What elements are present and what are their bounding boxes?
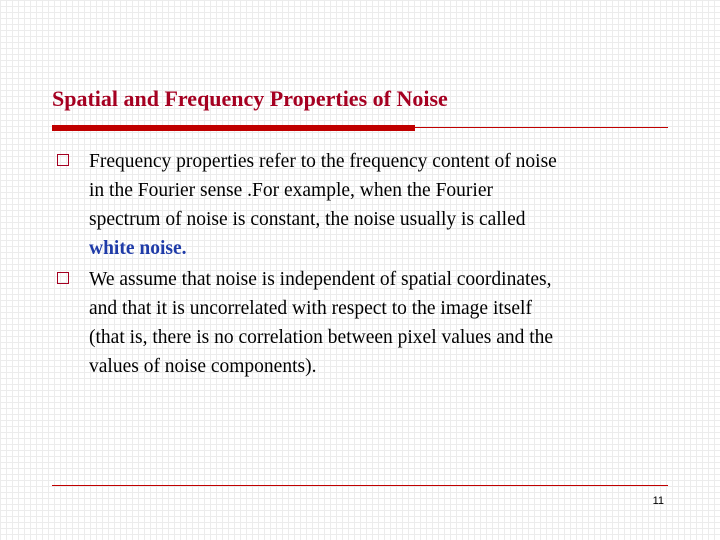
bullet-line: Frequency properties refer to the frequency content of noise [89,151,557,172]
bullet-line: values of noise components). [89,356,317,377]
bullet-item-frequency [55,147,685,263]
slide-title: Spatial and Frequency Properties of Noise [52,86,448,111]
bullet-line: spectrum of noise is constant, the noise usually is called [89,209,526,230]
footer-rule [52,485,668,486]
page-number: 11 [652,495,664,507]
bullet-line: (that is, there is no correlation between pixel values and the [89,327,554,348]
white-noise-highlight: white noise. [89,238,187,259]
bullet-line: in the Fourier sense .For example, when the Fourier [89,180,493,201]
bullet-line: and that it is uncorrelated with respect to the image itself [89,298,532,319]
bullet-list [55,147,685,383]
bullet-item-assumption [55,265,685,381]
title-underline-thin [415,127,668,128]
title-underline-thick [52,125,415,131]
hollow-square-icon [57,272,69,284]
bullet-line: We assume that noise is independent of spatial coordinates, [89,269,552,290]
hollow-square-icon [57,154,69,166]
